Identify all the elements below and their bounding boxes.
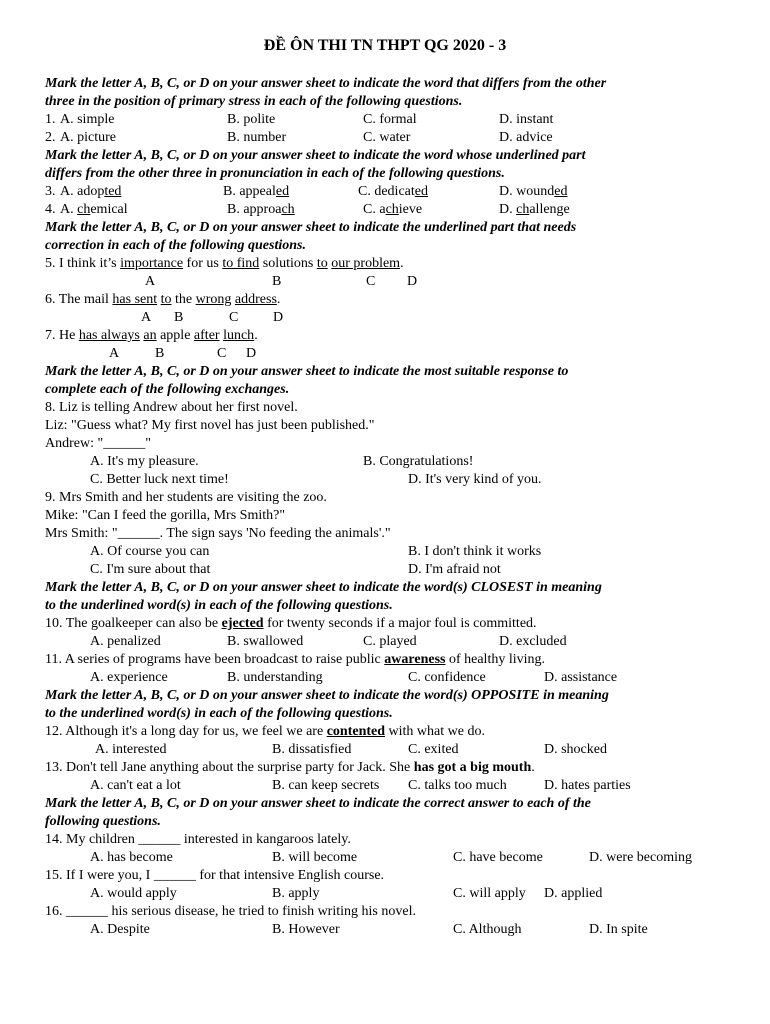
label-a: A — [141, 310, 152, 325]
option-c: C. confidence — [408, 670, 486, 685]
question-text: 7. He — [45, 328, 79, 343]
option-d: D. excluded — [499, 634, 567, 649]
label-d: D — [407, 274, 418, 289]
underlined-part: ed — [275, 184, 290, 199]
option-text: A. adop — [60, 184, 105, 199]
option-b: B. dissatisfied — [272, 742, 352, 757]
question-text: . — [400, 256, 404, 271]
option-a: A. has become — [90, 850, 173, 865]
underlined-part: lunch — [223, 328, 255, 343]
question-2 — [45, 129, 745, 147]
options-row — [45, 543, 745, 561]
underlined-part: ch — [77, 202, 91, 217]
key-word: contented — [326, 724, 386, 739]
question-text: 10. The goalkeeper can also be — [45, 616, 222, 631]
option-d — [499, 201, 570, 219]
question-number: 3. — [45, 184, 56, 199]
option-c: C. have become — [453, 850, 543, 865]
label-b: B — [174, 310, 184, 325]
option-c: C. played — [363, 634, 417, 649]
underlined-part: importance — [120, 256, 184, 271]
label-b: B — [272, 274, 282, 289]
question-13 — [45, 759, 745, 777]
question-text: 12. Although it's a long day for us, we feel we are — [45, 724, 327, 739]
option-d: D. applied — [544, 886, 603, 901]
question-8-context: 8. Liz is telling Andrew about her first novel. — [45, 400, 298, 415]
options-row — [45, 921, 745, 939]
option-b: B. However — [272, 922, 340, 937]
instruction: to the underlined word(s) in each of the following questions. — [45, 598, 393, 613]
option-a: A. picture — [60, 130, 116, 145]
option-c: C. talks too much — [408, 778, 507, 793]
question-text: for us — [183, 256, 223, 271]
question-text: 11. A series of programs have been broadcast to raise public — [45, 652, 385, 667]
option-a: A. simple — [60, 112, 115, 127]
option-b: B. can keep secrets — [272, 778, 380, 793]
option-c: C. I'm sure about that — [90, 562, 211, 577]
option-d: D. assistance — [544, 670, 618, 685]
option-text: C. dedicat — [358, 184, 415, 199]
options-row — [45, 471, 745, 489]
option-text: A. — [60, 202, 78, 217]
option-a: A. experience — [90, 670, 168, 685]
instruction: correction in each of the following questions. — [45, 238, 306, 253]
question-15: 15. If I were you, I ______ for that intensive English course. — [45, 868, 385, 883]
option-c — [363, 201, 422, 219]
option-b — [223, 183, 289, 201]
exam-body — [45, 75, 745, 939]
option-text: D. wound — [499, 184, 555, 199]
question-text: . — [254, 328, 258, 343]
option-a — [60, 183, 121, 201]
option-c — [358, 183, 428, 201]
question-4 — [45, 201, 745, 219]
option-text: C. a — [363, 202, 386, 217]
option-a: A. can't eat a lot — [90, 778, 181, 793]
label-a: A — [109, 346, 120, 361]
question-3 — [45, 183, 745, 201]
question-number: 4. — [45, 202, 56, 217]
dialogue-line: Andrew: "______" — [45, 436, 151, 451]
label-a: A — [145, 274, 156, 289]
option-d: D. instant — [499, 112, 554, 127]
question-5 — [45, 255, 745, 273]
underlined-part: wrong — [195, 292, 232, 307]
question-text: for twenty seconds if a major foul is committed. — [263, 616, 537, 631]
option-b: B. understanding — [227, 670, 323, 685]
question-number: 1. — [45, 112, 56, 127]
underlined-part: ed — [414, 184, 428, 199]
question-text: the — [171, 292, 196, 307]
dialogue-line: Mrs Smith: "______. The sign says 'No feeding the animals'." — [45, 526, 391, 541]
label-d: D — [273, 310, 284, 325]
instruction: Mark the letter A, B, C, or D on your answer sheet to indicate the word(s) CLOSEST in meaning — [45, 580, 602, 595]
instruction: Mark the letter A, B, C, or D on your answer sheet to indicate the underlined part that needs — [45, 220, 577, 235]
instruction: complete each of the following exchanges. — [45, 382, 290, 397]
label-c: C — [217, 346, 227, 361]
dialogue-line: Mike: "Can I feed the gorilla, Mrs Smith?" — [45, 508, 286, 523]
option-d: D. I'm afraid not — [408, 562, 501, 577]
underlined-part: ch — [516, 202, 530, 217]
question-11 — [45, 651, 745, 669]
option-c: C. exited — [408, 742, 459, 757]
option-c: C. Although — [453, 922, 522, 937]
option-d — [499, 183, 567, 201]
exam-title: ĐỀ ÔN THI TN THPT QG 2020 - 3 — [263, 37, 507, 54]
question-text: . — [531, 760, 535, 775]
option-text: D. — [499, 202, 517, 217]
question-text: 13. Don't tell Jane anything about the surprise party for Jack. She — [45, 760, 414, 775]
letter-labels — [45, 273, 745, 291]
option-text: emical — [90, 202, 128, 217]
underlined-part: to find — [222, 256, 260, 271]
question-text: 5. I think it’s — [45, 256, 121, 271]
option-text: ieve — [398, 202, 423, 217]
letter-labels — [45, 309, 745, 327]
question-10 — [45, 615, 745, 633]
option-a: A. It's my pleasure. — [90, 454, 199, 469]
dialogue-line: Liz: "Guess what? My first novel has just been published." — [45, 418, 375, 433]
question-text: 6. The mail — [45, 292, 113, 307]
instruction: to the underlined word(s) in each of the following questions. — [45, 706, 393, 721]
option-c: C. formal — [363, 112, 417, 127]
instruction: Mark the letter A, B, C, or D on your answer sheet to indicate the most suitable response to — [45, 364, 569, 379]
underlined-part: an — [143, 328, 157, 343]
question-text: apple — [156, 328, 194, 343]
option-d: D. In spite — [589, 922, 648, 937]
options-row — [45, 849, 745, 867]
underlined-part: address — [234, 292, 277, 307]
underlined-part: ted — [104, 184, 122, 199]
key-phrase: has got a big mouth — [413, 760, 532, 775]
options-row — [45, 741, 745, 759]
option-d: D. were becoming — [589, 850, 693, 865]
label-c: C — [366, 274, 376, 289]
option-a: A. penalized — [90, 634, 161, 649]
label-b: B — [155, 346, 165, 361]
option-b — [227, 201, 295, 219]
option-b: B. number — [227, 130, 287, 145]
option-text: allenge — [529, 202, 570, 217]
underlined-part: to — [160, 292, 172, 307]
question-7 — [45, 327, 745, 345]
question-text: . — [276, 292, 281, 307]
underlined-part: has sent — [112, 292, 158, 307]
letter-labels — [45, 345, 745, 363]
option-text: B. approa — [227, 202, 282, 217]
option-text: B. appeal — [223, 184, 276, 199]
options-row — [45, 669, 745, 687]
question-text: with what we do. — [385, 724, 485, 739]
question-6 — [45, 291, 745, 309]
label-c: C — [229, 310, 239, 325]
instruction: Mark the letter A, B, C, or D on your answer sheet to indicate the word that differs from the other — [45, 76, 607, 91]
underlined-part: ed — [554, 184, 568, 199]
options-row — [45, 777, 745, 795]
label-d: D — [246, 346, 257, 361]
key-word: ejected — [221, 616, 264, 631]
option-b: B. Congratulations! — [363, 454, 474, 469]
options-row — [45, 885, 745, 903]
question-number: 2. — [45, 130, 56, 145]
option-a — [60, 201, 128, 219]
option-c: C. Better luck next time! — [90, 472, 229, 487]
instruction: three in the position of primary stress in each of the following questions. — [45, 94, 463, 109]
option-d: D. It's very kind of you. — [408, 472, 542, 487]
option-b: B. will become — [272, 850, 358, 865]
question-9-context: 9. Mrs Smith and her students are visiting the zoo. — [45, 490, 327, 505]
options-row — [45, 453, 745, 471]
underlined-part: to — [316, 256, 328, 271]
option-a: A. would apply — [90, 886, 177, 901]
option-c: C. will apply — [453, 886, 526, 901]
instruction: Mark the letter A, B, C, or D on your answer sheet to indicate the correct answer to each of the — [45, 796, 591, 811]
option-a: A. Of course you can — [90, 544, 210, 559]
question-1 — [45, 111, 745, 129]
underlined-part: ch — [281, 202, 295, 217]
question-14: 14. My children ______ interested in kangaroos lately. — [45, 832, 351, 847]
instruction: following questions. — [45, 814, 161, 829]
option-b: B. I don't think it works — [408, 544, 542, 559]
question-16: 16. ______ his serious disease, he tried to finish writing his novel. — [45, 904, 416, 919]
question-text: of healthy living. — [445, 652, 546, 667]
option-a: A. Despite — [90, 922, 150, 937]
question-12 — [45, 723, 745, 741]
key-word: awareness — [384, 652, 446, 667]
underlined-part: after — [193, 328, 220, 343]
instruction: differs from the other three in pronunciation in each of the following questions. — [45, 166, 505, 181]
option-b: B. polite — [227, 112, 276, 127]
underlined-part: ch — [385, 202, 399, 217]
option-c: C. water — [363, 130, 411, 145]
underlined-part: has always — [78, 328, 140, 343]
option-d: D. hates parties — [544, 778, 631, 793]
options-row — [45, 561, 745, 579]
option-a: A. interested — [95, 742, 167, 757]
option-d: D. advice — [499, 130, 553, 145]
instruction: Mark the letter A, B, C, or D on your answer sheet to indicate the word whose underlined part — [45, 148, 586, 163]
options-row — [45, 633, 745, 651]
underlined-part: our problem — [331, 256, 401, 271]
option-b: B. swallowed — [227, 634, 304, 649]
instruction: Mark the letter A, B, C, or D on your answer sheet to indicate the word(s) OPPOSITE in meaning — [45, 688, 609, 703]
option-d: D. shocked — [544, 742, 607, 757]
question-text: solutions — [259, 256, 317, 271]
option-b: B. apply — [272, 886, 320, 901]
